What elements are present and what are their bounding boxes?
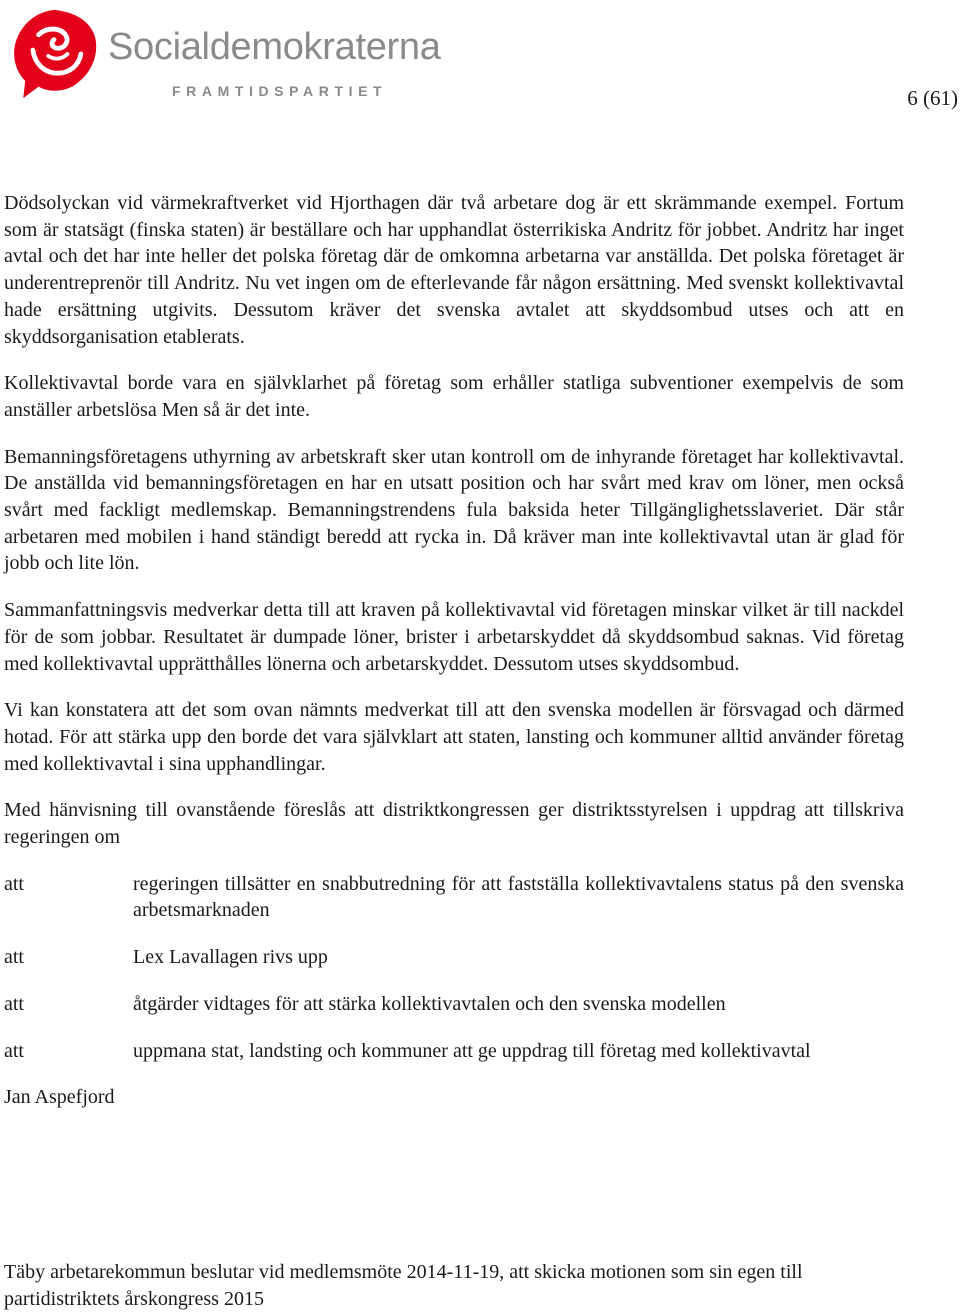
request-att-label: att: [4, 946, 24, 969]
paragraph: Bemanningsföretagens uthyrning av arbetskraft sker utan kontroll om de inhyrande företaget har kollektivavtal. De anställda vid bemanningsföretagen en har en utsatt position och har svårt med krav om löner, men också svårt med fackligt medlemskap. Bemanningstrendens fula baksida heter Tillgänglighetsslaveriet. Där står arbetaren med mobilen i hand ständigt beredd att rycka in. Då kräver man inte kollektivavtal utan är glad för jobb och lite lön.: [4, 445, 904, 575]
request-item: [4, 871, 904, 924]
paragraph: Sammanfattningsvis medverkar detta till att kraven på kollektivavtal vid företagen minskar vilket är till nackdel för de som jobbar. Resultatet är dumpade löner, brister i arbetarskyddet då skyddsombud saknas. Vid företag med kollektivavtal upprätthålles lönerna och arbetarskyddet. Dessutom utses skyddsombud.: [4, 599, 904, 675]
request-att-label: att: [4, 992, 24, 1015]
paragraph: Kollektivavtal borde vara en självklarhet på företag som erhåller statliga subventioner exempelvis de som anställer arbetslösa Men så är det inte.: [4, 372, 904, 421]
request-item: [4, 991, 904, 1018]
request-text: regeringen tillsätter en snabbutredning för att fastställa kollektivavtalens status på den svenska arbetsmarknaden: [133, 872, 904, 922]
request-list: [4, 871, 904, 1065]
request-item: [4, 944, 904, 971]
request-att-label: att: [4, 872, 24, 895]
paragraph: Dödsolyckan vid värmekraftverket vid Hjorthagen där två arbetare dog är ett skrämmande exempel. Fortum som är statsägt (finska staten) är beställare och har upphandlat österrikiska Andritz för jobbet. Andritz har inget avtal och det har inte heller det polska företag där de omkomna arbetarna var anställda. Det polska företaget är underentreprenör till Andritz. Nu vet ingen om de efterlevande får någon ersättning. Med svenskt kollektivavtal hade ersättning utgivits. Dessutom kräver det svenska avtalet att skyddsombud utses och att en skyddsorganisation etablerats.: [4, 192, 904, 348]
page-header: [0, 0, 960, 120]
request-att-label: att: [4, 1039, 24, 1062]
brand-name: Socialdemokraterna: [108, 26, 441, 68]
red-rose-logo-icon: [6, 6, 102, 102]
request-item: [4, 1038, 904, 1065]
paragraph: Med hänvisning till ovanstående föreslås att distriktkongressen ger distriktsstyrelsen i uppdrag att tillskriva regeringen om: [4, 799, 904, 849]
decision-note: Täby arbetarekommun beslutar vid medlemsmöte 2014-11-19, att skicka motionen som sin egen till partidistriktets årskongress 2015: [4, 1261, 803, 1310]
request-text: Lex Lavallagen rivs upp: [133, 946, 328, 969]
author-name: Jan Aspefjord: [4, 1086, 115, 1109]
motion-body: [4, 190, 904, 1131]
request-text: åtgärder vidtages för att stärka kollektivavtalen och den svenska modellen: [133, 992, 726, 1015]
paragraph: Vi kan konstatera att det som ovan nämnts medverkat till att den svenska modellen är försvagad och därmed hotad. För att stärka upp den borde det vara självklart att staten, lansting och kommuner alltid använder företag med kollektivavtal i sina upphandlingar.: [4, 699, 904, 775]
page-number: 6 (61): [907, 86, 958, 110]
request-text: uppmana stat, landsting och kommuner att ge uppdrag till företag med kollektivavtal: [133, 1039, 811, 1062]
brand-tagline: FRAMTIDSPARTIET: [172, 83, 388, 99]
